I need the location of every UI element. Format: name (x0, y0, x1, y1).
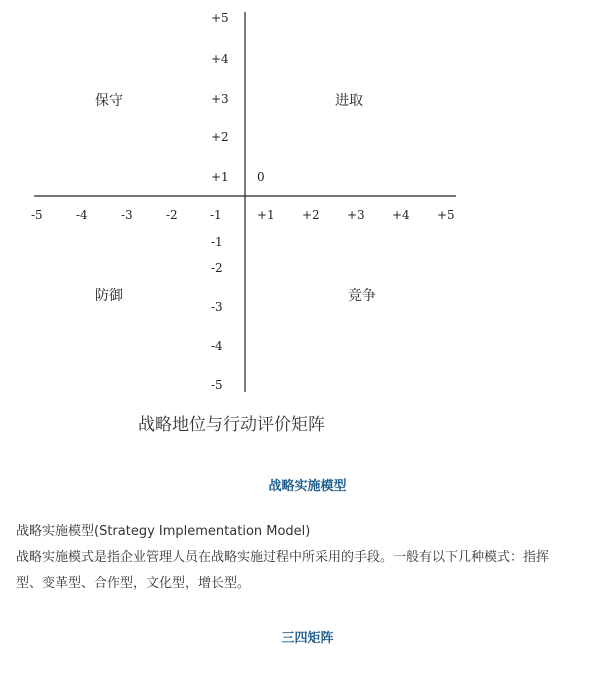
x-label-minus4: -4 (76, 208, 88, 222)
x-label-minus1: -1 (210, 208, 222, 222)
x-label-plus1: +1 (257, 208, 275, 222)
y-label-minus4: -4 (211, 339, 223, 353)
quadrant-aggressive: 进取 (335, 93, 363, 109)
paragraph-line-types: 型、变革型、合作型，文化型，增长型。 (16, 576, 251, 591)
y-label-plus4: +4 (211, 52, 229, 66)
y-label-minus1: -1 (211, 235, 223, 249)
paragraph-line-definition: 战略实施模式是指企业管理人员在战略实施过程中所采用的手段。一般有以下几种模式：指挥 (16, 550, 550, 565)
y-label-minus2: -2 (211, 261, 223, 275)
y-label-minus5: -5 (211, 378, 223, 392)
x-label-plus4: +4 (392, 208, 410, 222)
y-label-plus1: +1 (211, 170, 229, 184)
x-label-plus5: +5 (437, 208, 455, 222)
x-label-minus5: -5 (31, 208, 43, 222)
y-label-plus5: +5 (211, 11, 229, 25)
y-label-plus3: +3 (211, 92, 229, 106)
x-label-minus3: -3 (121, 208, 133, 222)
quadrant-competitive: 竞争 (348, 288, 376, 304)
x-label-plus2: +2 (302, 208, 320, 222)
section-heading-strategy-model: 战略实施模型 (268, 479, 347, 494)
paragraph-line-model-title: 战略实施模型(Strategy Implementation Model) (16, 524, 311, 539)
quadrant-conservative: 保守 (95, 93, 123, 109)
x-label-minus2: -2 (166, 208, 178, 222)
section-heading-three-four-matrix: 三四矩阵 (281, 631, 334, 646)
y-label-plus2: +2 (211, 130, 229, 144)
y-label-minus3: -3 (211, 300, 223, 314)
origin-label: 0 (257, 170, 265, 184)
figure-caption: 战略地位与行动评价矩阵 (138, 415, 325, 435)
x-label-plus3: +3 (347, 208, 365, 222)
quadrant-defensive: 防御 (95, 288, 123, 304)
